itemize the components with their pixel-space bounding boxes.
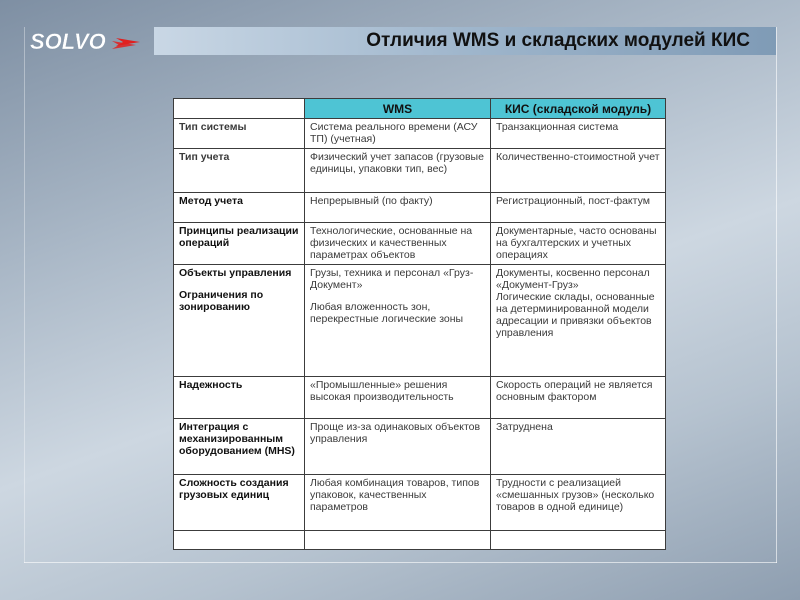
row-wms-value: Непрерывный (по факту)	[305, 193, 491, 223]
row-kis-value: Документарные, часто основаны на бухгалтерских и учетных операциях	[491, 223, 666, 265]
column-header-wms: WMS	[305, 99, 491, 119]
row-wms-value: «Промышленные» решения высокая производительность	[305, 377, 491, 419]
title-bar	[154, 27, 776, 55]
row-wms-value-secondary: Любая вложенность зон, перекрестные логические зоны	[310, 301, 464, 325]
empty-cell	[491, 531, 666, 550]
row-wms-value: Физический учет запасов (грузовые единицы, упаковки тип, вес)	[305, 149, 491, 193]
table-row	[174, 377, 666, 419]
row-wms-group	[305, 265, 491, 377]
table-row	[174, 419, 666, 475]
row-kis-value: Транзакционная система	[491, 119, 666, 149]
row-kis-value: Регистрационный, пост-фактум	[491, 193, 666, 223]
table-row	[174, 475, 666, 531]
bottom-divider	[24, 562, 777, 563]
row-parameter: Надежность	[174, 377, 305, 419]
row-kis-value: Затруднена	[491, 419, 666, 475]
row-parameter: Объекты управления	[179, 267, 292, 279]
column-header-parameter	[174, 99, 305, 119]
empty-cell	[305, 531, 491, 550]
table-row	[174, 223, 666, 265]
table-row	[174, 193, 666, 223]
row-kis-value: Документы, косвенно персонал «Документ-Груз»	[496, 267, 650, 291]
comparison-table	[173, 98, 666, 550]
row-wms-value: Любая комбинация товаров, типов упаковок, качественных параметров	[305, 475, 491, 531]
row-parameter: Тип системы	[174, 119, 305, 149]
row-kis-value: Трудности с реализацией «смешанных грузов» (несколько товаров в одной единице)	[491, 475, 666, 531]
row-wms-value: Система реального времени (АСУ ТП) (учетная)	[305, 119, 491, 149]
row-kis-value-secondary: Логические склады, основанные на детерминированной модели адресации и привязки объектов управления	[496, 291, 655, 339]
row-parameter: Принципы реализации операций	[174, 223, 305, 265]
solvo-logo	[28, 29, 148, 55]
row-parameter: Метод учета	[174, 193, 305, 223]
row-kis-value: Скорость операций не является основным фактором	[491, 377, 666, 419]
row-parameter: Тип учета	[174, 149, 305, 193]
right-divider	[776, 27, 777, 563]
row-parameter: Сложность создания грузовых единиц	[174, 475, 305, 531]
column-header-kis: КИС (складской модуль)	[491, 99, 666, 119]
row-wms-value: Грузы, техника и персонал «Груз-Документ»	[310, 267, 474, 291]
row-wms-value: Проще из-за одинаковых объектов управления	[305, 419, 491, 475]
row-kis-value: Количественно-стоимостной учет	[491, 149, 666, 193]
row-kis-group	[491, 265, 666, 377]
row-parameter-secondary: Ограничения по зонированию	[179, 289, 264, 313]
table-row	[174, 149, 666, 193]
svg-text:SOLVO: SOLVO	[30, 29, 106, 54]
empty-cell	[174, 531, 305, 550]
table-row	[174, 119, 666, 149]
row-wms-value: Технологические, основанные на физических и качественных параметрах объектов	[305, 223, 491, 265]
row-parameter-group	[174, 265, 305, 377]
left-divider	[24, 27, 25, 563]
page-title: Отличия WMS и складских модулей КИС	[366, 30, 750, 51]
row-parameter: Интеграция с механизированным оборудованием (MHS)	[174, 419, 305, 475]
table-row-empty	[174, 531, 666, 550]
table-row	[174, 265, 666, 377]
table-header-row	[174, 99, 666, 119]
